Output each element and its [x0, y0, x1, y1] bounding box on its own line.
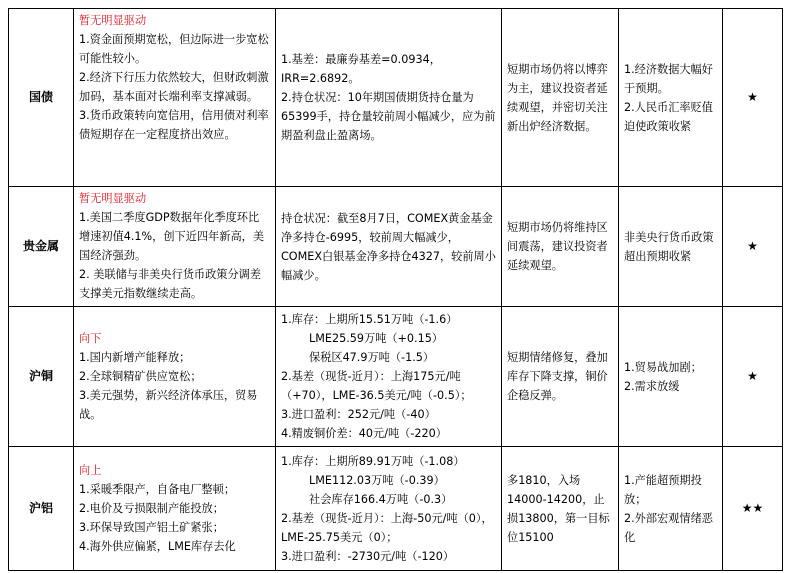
- star-rating: ★: [723, 307, 783, 447]
- drivers-cell: [74, 9, 276, 187]
- driver-item: 1.美国二季度GDP数据年化季度环比增速初值4.1%，创下近四年新高，美国经济强劲。: [79, 211, 265, 262]
- drivers-cell: [74, 447, 276, 571]
- commodity-name: 国债: [9, 9, 74, 187]
- driver-item: 2.全球铜精矿供应宽松；: [79, 370, 202, 383]
- risk-cell: [619, 187, 723, 307]
- drivers-cell: [74, 307, 276, 447]
- driver-item: 1.资金面预期宽松，但边际进一步宽松可能性较小。: [79, 33, 269, 65]
- data-item: 持仓状况：截至8月7日，COMEX黄金基金净多持仓-6995，较前周大幅减少，COMEX白银基金净多持仓4327，较前周小幅减少。: [281, 211, 496, 282]
- risk-item: 2.需求放缓: [624, 379, 680, 393]
- data-item: 1.基差：最廉券基差=0.0934，IRR=2.6892。: [281, 53, 441, 85]
- table-row: [9, 9, 783, 187]
- data-item: 社会库存166.4万吨（-0.3）: [309, 492, 453, 506]
- driver-item: 3.环保导致国产铝土矿紧张；: [79, 521, 224, 534]
- table-row: [9, 307, 783, 447]
- direction-label: 暂无明显驱动: [79, 192, 147, 205]
- star-rating: ★: [723, 9, 783, 187]
- data-item: 1.库存：上期所15.51万吨（-1.6）: [281, 313, 458, 326]
- driver-item: 1.采暖季限产，自备电厂整顿；: [79, 483, 236, 496]
- risk-item: 2.人民币汇率贬值迫使政策收紧: [624, 100, 713, 133]
- risk-item: 1.经济数据大幅好于预期。: [624, 62, 713, 95]
- star-rating: ★★: [723, 447, 783, 571]
- risk-item: 2.外部宏观情绪恶化: [624, 511, 713, 544]
- direction-label: 向上: [79, 464, 102, 477]
- data-item: LME112.03万吨（-0.39）: [309, 473, 445, 487]
- data-cell: [276, 307, 502, 447]
- risk-cell: [619, 9, 723, 187]
- driver-item: 4.海外供应偏紧，LME库存去化: [79, 540, 236, 553]
- strategy-cell: 短期市场仍将以博弈为主，建议投资者延续观望，并密切关注新出炉经济数据。: [502, 9, 619, 187]
- data-item: LME25.59万吨（+0.15）: [309, 332, 444, 345]
- risk-cell: [619, 447, 723, 571]
- data-item: 4.精废铜价差：40元/吨（-220）: [281, 427, 447, 440]
- data-item: 3.进口盈利：252元/吨（-40）: [281, 408, 436, 421]
- strategy-cell: 短期市场仍将维持区间震荡，建议投资者延续观望。: [502, 187, 619, 307]
- table-row: [9, 447, 783, 571]
- strategy-cell: 多1810，入场14000-14200，止损13800，第一目标位15100: [502, 447, 619, 571]
- driver-item: 3.美元强势，新兴经济体承压，贸易战。: [79, 389, 258, 421]
- driver-item: 3.货币政策转向宽信用，信用债对利率债短期存在一定程度挤出效应。: [79, 109, 269, 141]
- driver-item: 1.国内新增产能释放；: [79, 351, 191, 364]
- strategy-cell: 短期情绪修复，叠加库存下降支撑，铜价企稳反弹。: [502, 307, 619, 447]
- commodity-name: 沪铜: [9, 307, 74, 447]
- table-row: [9, 187, 783, 307]
- risk-cell: [619, 307, 723, 447]
- data-item: 3.进口盈利：-2730元/吨（-120）: [281, 549, 455, 563]
- commodity-name: 沪铝: [9, 447, 74, 571]
- commodity-name: 贵金属: [9, 187, 74, 307]
- driver-item: 2. 美联储与非美央行货币政策分调差支撑美元指数继续走高。: [79, 268, 262, 300]
- star-rating: ★: [723, 187, 783, 307]
- commodity-table: [8, 8, 783, 571]
- risk-item: 非美央行货币政策超出预期收紧: [624, 230, 714, 263]
- data-cell: [276, 447, 502, 571]
- driver-item: 2.电价及亏损限制产能投放；: [79, 502, 224, 515]
- data-cell: [276, 9, 502, 187]
- data-item: 2.基差（现货-近月）：上海175元/吨（+70），LME-36.5美元/吨（-0.5）；: [281, 370, 472, 402]
- data-item: 2.基差（现货-近月）：上海-50元/吨（0），LME-25.75美元（0）；: [281, 511, 493, 544]
- direction-label: 暂无明显驱动: [79, 14, 147, 27]
- data-item: 1.库存：上期所89.91万吨（-1.08）: [281, 454, 465, 468]
- driver-item: 2.经济下行压力依然较大，但财政刺激加码，基本面对长端利率支撑减弱。: [79, 71, 269, 103]
- data-item: 保税区47.9万吨（-1.5）: [309, 351, 435, 364]
- risk-item: 1.产能超预期投放；: [624, 473, 702, 506]
- data-cell: [276, 187, 502, 307]
- direction-label: 向下: [79, 332, 102, 345]
- risk-item: 1.贸易战加剧；: [624, 360, 702, 374]
- drivers-cell: [74, 187, 276, 307]
- data-item: 2.持仓状况：10年期国债期货持仓量为65399手，持仓量较前周小幅减少，应为前期盈利盘止盈离场。: [281, 91, 496, 142]
